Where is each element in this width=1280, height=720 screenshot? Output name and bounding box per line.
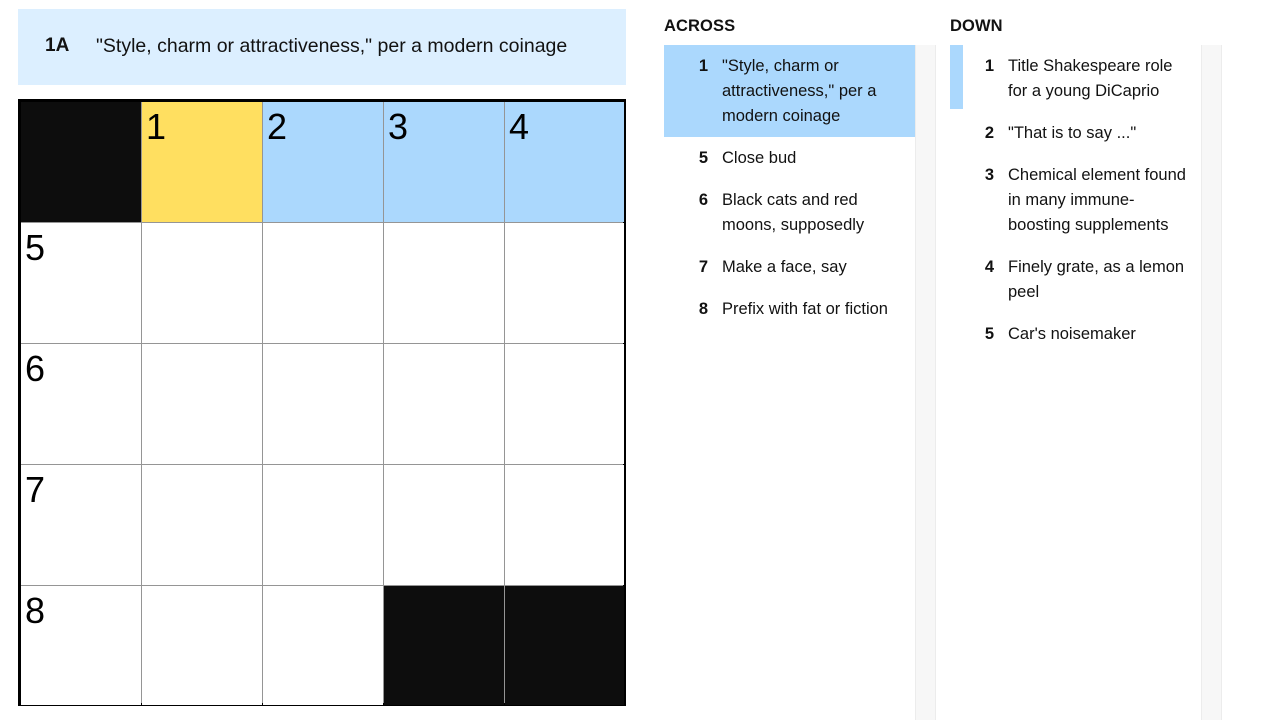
grid-cell[interactable] (263, 102, 383, 222)
current-clue-number: 1A (45, 35, 70, 56)
clue-number: 3 (984, 166, 994, 184)
grid-cell[interactable] (384, 465, 504, 585)
cell-number: 3 (388, 106, 409, 147)
across-scrollbar[interactable] (915, 45, 936, 720)
grid-cell[interactable] (142, 344, 262, 464)
grid-cell[interactable] (21, 223, 141, 343)
clue-number: 1 (984, 57, 994, 75)
grid-cell[interactable] (505, 465, 624, 585)
cell-number: 1 (146, 106, 167, 147)
grid-cell[interactable] (384, 344, 504, 464)
clue-text: Prefix with fat or fiction (722, 300, 888, 318)
cell-number: 7 (25, 469, 46, 510)
clue-text: Title Shakespeare role for a young DiCaprio (1008, 57, 1173, 100)
grid-cell[interactable] (142, 586, 262, 705)
clue-number: 1 (698, 57, 708, 75)
grid-cell[interactable] (21, 586, 141, 705)
across-clue-list[interactable] (664, 45, 915, 720)
down-clue-4[interactable] (950, 246, 1201, 313)
down-clue-list[interactable] (950, 45, 1201, 720)
black-cell (384, 586, 504, 705)
down-clue-3[interactable] (950, 154, 1201, 246)
across-title: ACROSS (664, 17, 736, 35)
clue-text: Car's noisemaker (1008, 325, 1136, 343)
clue-text: Black cats and red moons, supposedly (722, 191, 865, 234)
crossword-grid (18, 99, 626, 706)
grid-cell[interactable] (263, 223, 383, 343)
grid-cell[interactable] (505, 102, 624, 222)
grid-cell[interactable] (505, 223, 624, 343)
cell-number: 8 (25, 590, 46, 631)
down-clue-5[interactable] (950, 313, 1201, 355)
down-clue-1[interactable] (950, 45, 1201, 112)
clue-number: 6 (698, 191, 708, 209)
clue-number: 5 (984, 325, 994, 343)
grid-cell[interactable] (142, 102, 262, 222)
down-title: DOWN (950, 17, 1003, 35)
across-clue-7[interactable] (664, 246, 915, 288)
clue-text: Make a face, say (722, 258, 847, 276)
cell-number: 5 (25, 227, 46, 268)
clue-number: 4 (984, 258, 994, 276)
across-clue-1[interactable] (664, 45, 915, 137)
clue-number: 7 (698, 258, 708, 276)
current-clue-text: "Style, charm or attractiveness," per a modern coinage (96, 34, 568, 57)
cell-number: 2 (267, 106, 288, 147)
clue-text: Finely grate, as a lemon peel (1008, 258, 1185, 301)
grid-cell[interactable] (21, 465, 141, 585)
grid-cell[interactable] (142, 223, 262, 343)
current-clue-bar[interactable] (18, 9, 626, 85)
cell-number: 4 (509, 106, 530, 147)
clue-number: 5 (698, 149, 708, 167)
grid-cell[interactable] (263, 344, 383, 464)
across-clue-5[interactable] (664, 137, 915, 179)
grid-cell[interactable] (263, 586, 383, 705)
down-clue-2[interactable] (950, 112, 1201, 154)
grid-cell[interactable] (142, 465, 262, 585)
grid-cell[interactable] (263, 465, 383, 585)
across-clue-8[interactable] (664, 288, 915, 330)
cell-number: 6 (25, 348, 46, 389)
down-scrollbar[interactable] (1201, 45, 1222, 720)
clue-text: Chemical element found in many immune-boosting supplements (1008, 166, 1186, 234)
clue-number: 2 (984, 124, 994, 142)
clue-text: Close bud (722, 149, 797, 167)
across-clue-6[interactable] (664, 179, 915, 246)
clue-text: "Style, charm or attractiveness," per a modern coinage (722, 57, 877, 125)
grid-cell[interactable] (505, 344, 624, 464)
clue-number: 8 (698, 300, 708, 318)
black-cell (505, 586, 624, 705)
clue-text: "That is to say ..." (1008, 124, 1137, 142)
grid-cell[interactable] (384, 223, 504, 343)
grid-cell[interactable] (21, 344, 141, 464)
black-cell (21, 102, 141, 222)
grid-cell[interactable] (384, 102, 504, 222)
